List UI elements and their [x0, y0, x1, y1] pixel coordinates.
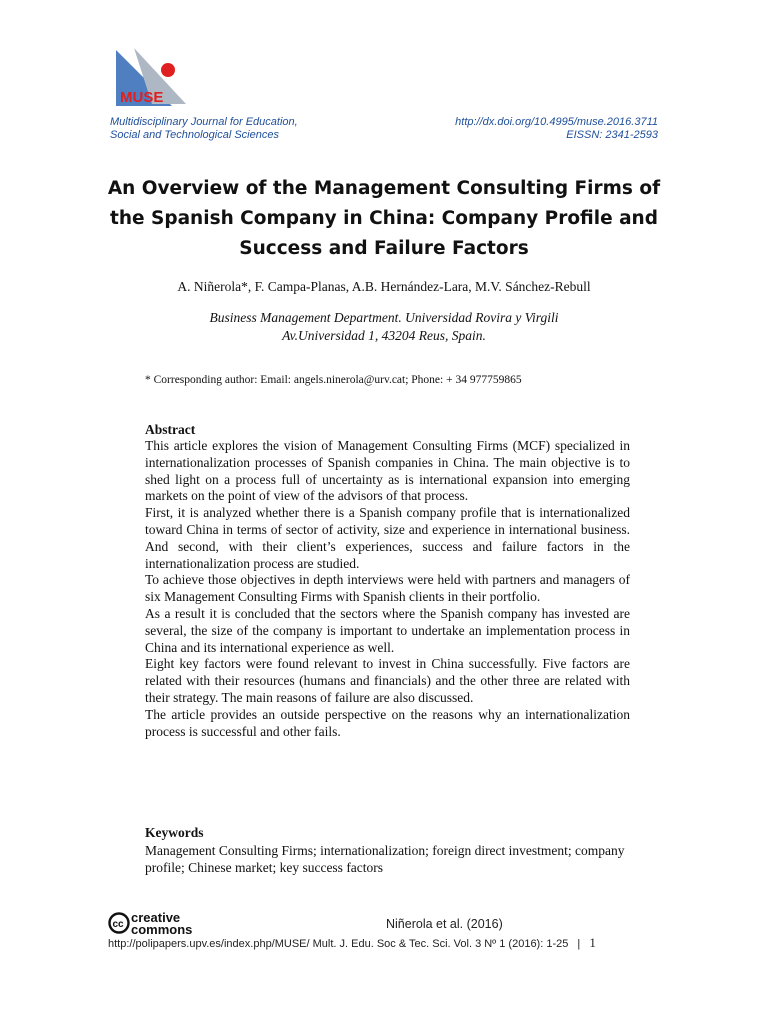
affiliation-line-1: Business Management Department. Universidad Rovira y Virgili	[209, 310, 559, 325]
corresponding-author: * Corresponding author: Email: angels.ninerola@urv.cat; Phone: + 34 977759865	[145, 374, 522, 386]
abstract-paragraph: As a result it is concluded that the sectors where the Spanish company has invested are several, the size of the company is important to undertake an implementation process in China and its international experience as well.	[145, 605, 630, 655]
article-authors: A. Niñerola*, F. Campa-Planas, A.B. Hernández-Lara, M.V. Sánchez-Rebull	[177, 279, 591, 294]
creative-commons-logo[interactable]	[108, 910, 213, 936]
keywords-heading: Keywords	[145, 825, 204, 840]
affiliation-line-2: Av.Universidad 1, 43204 Reus, Spain.	[282, 328, 486, 343]
muse-logo	[112, 44, 188, 110]
logo-text: MUSE	[120, 89, 164, 106]
doi-link[interactable]: http://dx.doi.org/10.4995/muse.2016.3711	[455, 116, 658, 128]
footer-separator: |	[577, 938, 581, 950]
doi-block	[455, 116, 658, 142]
abstract-body	[145, 438, 630, 740]
abstract-paragraph: The article provides an outside perspective on the reasons why an internationalization process is successful and other fails.	[145, 706, 630, 739]
svg-text:cc: cc	[112, 919, 124, 930]
cc-line-1: creative	[131, 910, 181, 925]
abstract-paragraph: This article explores the vision of Management Consulting Firms (MCF) specialized in internationalization processes of Spanish companies in China. The main objective is to shed light on a process full of uncertainty as is international expansion into emerging markets on the point of view of the advisors of that process.	[145, 438, 630, 504]
eissn: EISSN: 2341-2593	[566, 129, 658, 141]
affiliation	[100, 309, 668, 345]
footer-url[interactable]: http://polipapers.upv.es/index.php/MUSE/	[108, 938, 310, 950]
article-title: An Overview of the Management Consulting Firms of the Spanish Company in China: Company Profile and Success and Failure Factors	[107, 178, 661, 259]
page-number: 1	[589, 935, 596, 950]
footer-citation-line	[108, 935, 596, 951]
cc-line-2: commons	[131, 922, 193, 936]
journal-line-2: Social and Technological Sciences	[110, 129, 279, 141]
journal-line-1: Multidisciplinary Journal for Education,	[110, 116, 298, 128]
keywords-text: Management Consulting Firms; internationalization; foreign direct investment; company profile; Chinese market; key success factors	[145, 843, 625, 875]
abstract-paragraph: First, it is analyzed whether there is a Spanish company profile that is internationalized toward China in terms of sector of activity, size and experience in international business. And second, with their client’s experiences, success and failure factors in the internationalization process are studied.	[145, 505, 630, 571]
footer-author-year: Niñerola et al. (2016)	[386, 917, 503, 931]
abstract-paragraph: Eight key factors were found relevant to invest in China successfully. Five factors are related with their resources (humans and financials) and the other three are related with their strategy. The main reasons of failure are also discussed.	[145, 656, 630, 705]
abstract-heading: Abstract	[145, 422, 196, 437]
footer-citation: Mult. J. Edu. Soc & Tec. Sci. Vol. 3 Nº 1 (2016): 1-25	[312, 938, 569, 950]
abstract-paragraph: To achieve those objectives in depth interviews were held with partners and managers of six Management Consulting Firms with Spanish clients in their portfolio.	[145, 572, 630, 605]
journal-name	[110, 116, 298, 142]
